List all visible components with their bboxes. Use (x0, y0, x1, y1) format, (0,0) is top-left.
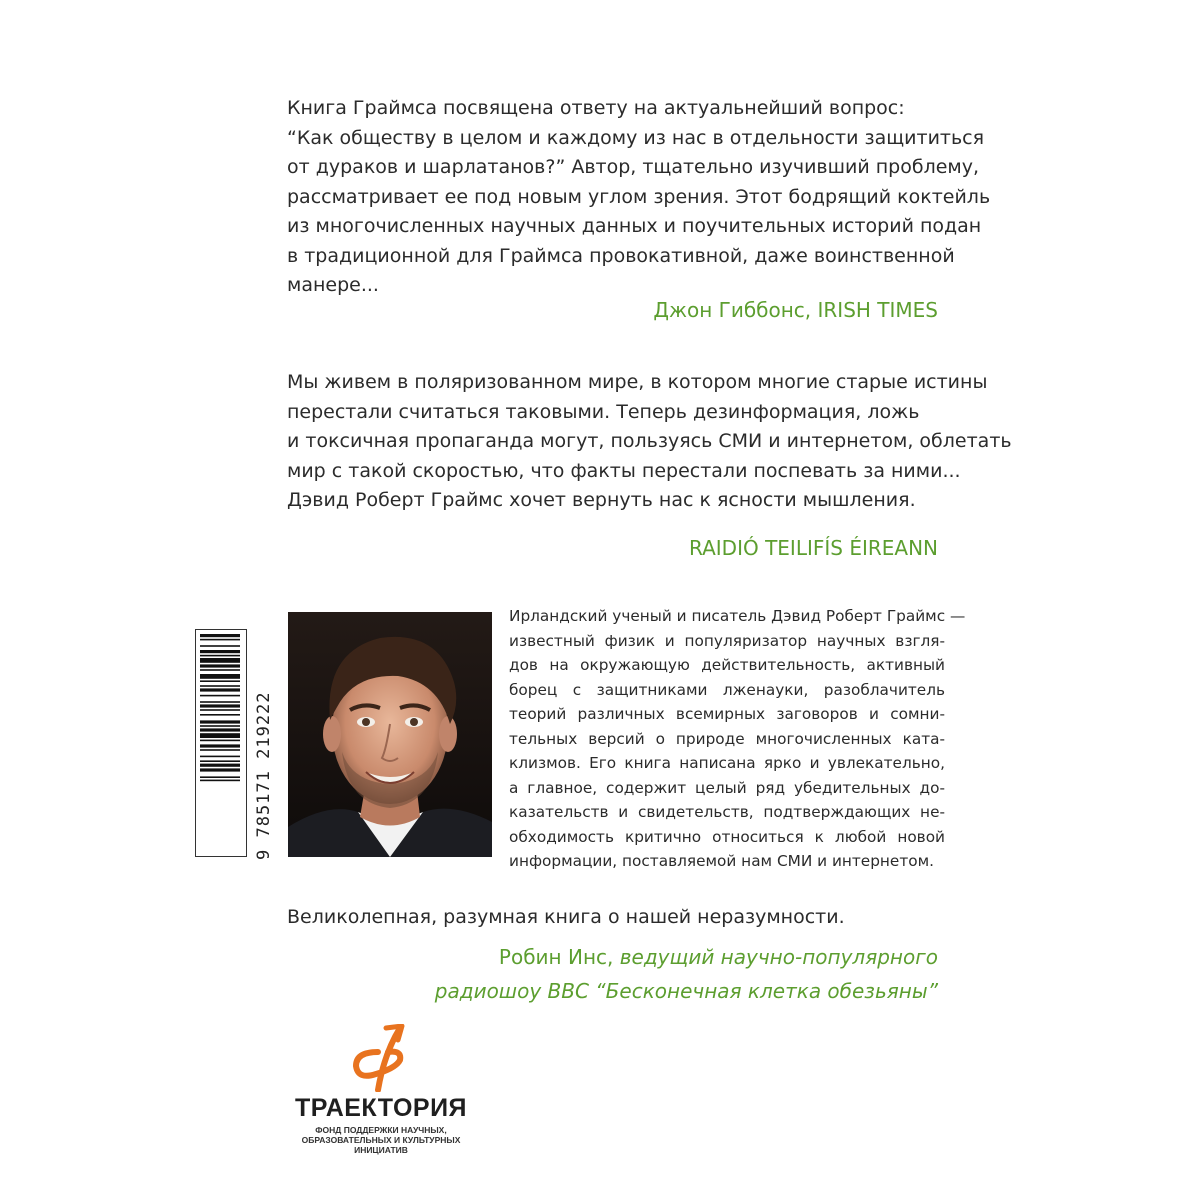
quote-line: из многочисленных научных данных и поучительных историй подан (287, 215, 982, 237)
bio-line: борец с защитниками лженауки, разоблачитель (509, 680, 945, 699)
review-quote-2 (287, 368, 1012, 516)
bio-line: информации, поставляемой нам СМИ и интернетом. (509, 852, 935, 870)
quote-line: Дэвид Роберт Граймс хочет вернуть нас к ясности мышления. (287, 489, 916, 511)
quote-line: рассматривает ее под новым углом зрения. Этот бодрящий коктейль (287, 185, 991, 208)
isbn-barcode (195, 629, 247, 857)
review-attribution-3-cont (435, 979, 938, 1003)
bio-line: теорий различных всемирных заговоров и сомни- (509, 705, 945, 723)
bio-line: дов на окружающую действительность, активный (509, 656, 945, 674)
author-photo (288, 612, 492, 857)
bio-line: клизмов. Его книга написана ярко и увлекательно, (509, 754, 945, 772)
publisher-subtitle-line: ОБРАЗОВАТЕЛЬНЫХ И КУЛЬТУРНЫХ (301, 1135, 461, 1145)
author-portrait-image (288, 612, 492, 857)
author-bio (509, 604, 966, 874)
review-attribution-2: RAIDIÓ TEILIFÍS ÉIREANN (689, 536, 938, 560)
barcode-bars (200, 634, 240, 852)
isbn-digits: 9 785171 219222 (254, 691, 274, 860)
review-quote-1 (287, 94, 991, 301)
bio-line: а главное, содержит целый ряд убедительных до- (509, 778, 945, 797)
bio-line: казательств и свидетельств, подтверждающих не- (509, 803, 945, 821)
quote-line: в традиционной для Граймса провокативной, даже воинственной (287, 244, 955, 267)
quote-line: “Как обществу в целом и каждому из нас в отдельности защититься (287, 126, 985, 149)
quote-author-role: ведущий научно-популярного (619, 945, 938, 969)
quote-line: манере... (287, 274, 379, 296)
quote-line: мир с такой скоростью, что факты перестали поспевать за ними... (287, 459, 961, 482)
review-attribution-1: Джон Гиббонс, IRISH TIMES (653, 298, 938, 322)
quote-line: и токсичная пропаганда могут, пользуясь СМИ и интернетом, облетать (287, 430, 1012, 452)
quote-line: от дураков и шарлатанов?” Автор, тщательно изучивший проблему, (287, 156, 980, 178)
review-quote-3 (287, 903, 947, 933)
bio-line: тельных версий о природе многочисленных ката- (509, 729, 945, 748)
quote-author-role-cont: радиошоу BBC “Бесконечная клетка обезьяны” (434, 979, 938, 1003)
quote-line: Книга Граймса посвящена ответу на актуальнейший вопрос: (287, 97, 905, 119)
trajectory-logo-icon (348, 1024, 412, 1092)
bio-line: известный физик и популяризатор научных взгля- (509, 631, 945, 650)
bio-line: обходимость критично относиться к любой новой (509, 827, 945, 846)
quote-line: Мы живем в поляризованном мире, в котором многие старые истины (287, 371, 988, 393)
quote-author: Робин Инс, (498, 945, 614, 969)
publisher-logo (286, 1024, 486, 1154)
review-attribution-3 (499, 945, 938, 969)
bio-line: Ирландский ученый и писатель Дэвид Роберт Граймс — (509, 607, 966, 625)
publisher-subtitle-line: ИНИЦИАТИВ (354, 1145, 408, 1155)
publisher-subtitle (286, 1125, 476, 1155)
publisher-name: ТРАЕКТОРИЯ (294, 1094, 468, 1122)
publisher-subtitle-line: ФОНД ПОДДЕРЖКИ НАУЧНЫХ, (315, 1125, 447, 1135)
quote-line: Великолепная, разумная книга о нашей неразумности. (287, 906, 845, 928)
quote-line: перестали считаться таковыми. Теперь дезинформация, ложь (287, 400, 920, 423)
